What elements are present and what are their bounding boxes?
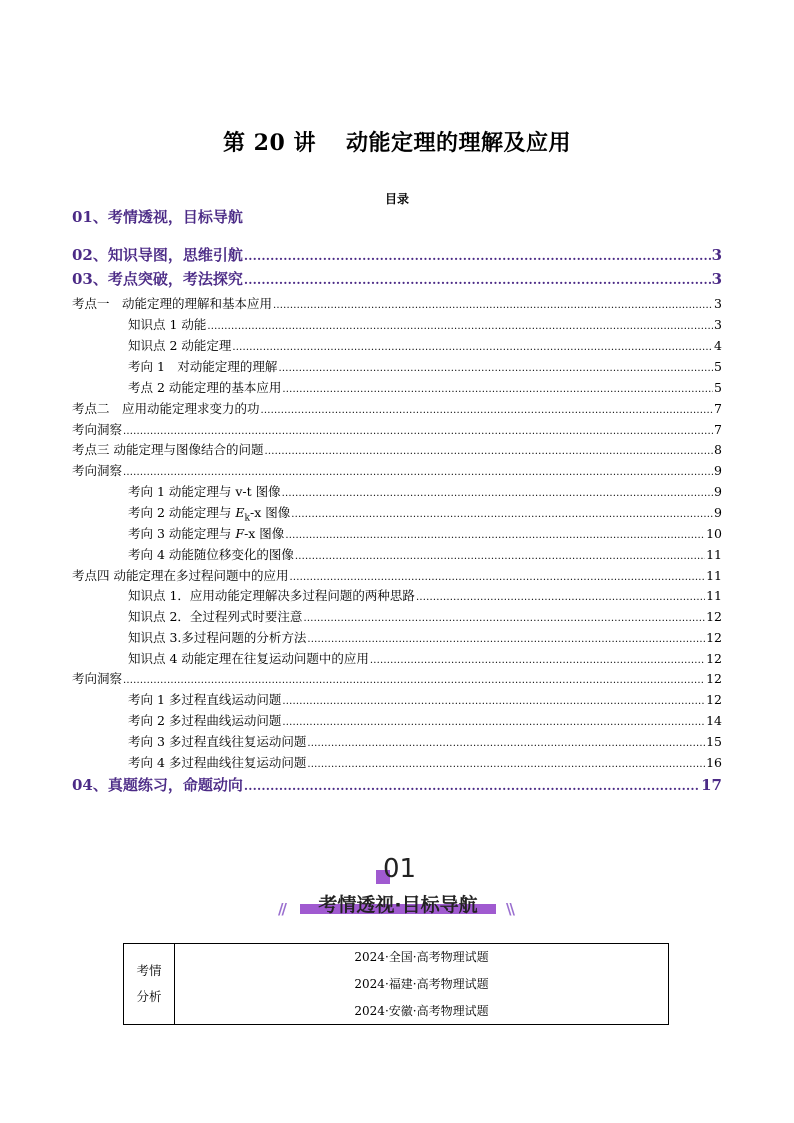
toc-page-number: 10 [706, 526, 722, 541]
toc-entry-text: 知识点 1 动能 [128, 317, 207, 332]
toc-entry[interactable] [72, 482, 722, 500]
toc-entry[interactable] [72, 711, 722, 729]
toc-page-number: 12 [706, 692, 722, 707]
leader-dots [282, 696, 705, 707]
toc-entry-text: 考向洞察 [72, 671, 123, 686]
leader-dots [123, 675, 705, 686]
toc-page-number: 14 [706, 713, 722, 728]
leader-dots [307, 738, 705, 749]
toc-entry-text: 知识点 3.多过程问题的分析方法 [128, 630, 307, 645]
toc-page-number: 9 [714, 505, 722, 520]
toc-entry-text: 知识点 2．全过程列式时要注意 [128, 609, 303, 624]
toc-entry-text: 04、真题练习，命题动向 [72, 776, 243, 794]
leader-dots [282, 488, 713, 499]
toc-entry[interactable] [72, 420, 722, 438]
lecture-number: 第 20 讲 [223, 130, 316, 156]
toc-entry[interactable] [72, 315, 722, 333]
toc-entry[interactable] [72, 378, 722, 396]
toc-page-number: 11 [706, 568, 722, 583]
toc-entry[interactable] [72, 566, 722, 584]
toc-entry-text: 考向 3 多过程直线往复运动问题 [128, 734, 307, 749]
leader-dots [278, 363, 713, 374]
section-banner [0, 856, 794, 926]
leader-dots [264, 446, 713, 457]
leader-dots [282, 717, 705, 728]
leader-dots [244, 249, 711, 263]
toc-entry-text: 考点 2 动能定理的基本应用 [128, 380, 282, 395]
toc-page-number: 15 [706, 734, 722, 749]
toc-entry-text: 知识点 4 动能定理在往复运动问题中的应用 [128, 651, 369, 666]
toc-page-number: 4 [714, 338, 722, 353]
leader-dots [307, 634, 705, 645]
analysis-label-line2: 分析 [136, 989, 162, 1004]
leader-dots [244, 273, 711, 287]
toc-entry-text: 考向 4 动能随位移变化的图像 [128, 547, 294, 562]
analysis-item: 2024·福建·高考物理试题 [354, 977, 489, 991]
toc-entry[interactable] [72, 244, 722, 265]
section-title: 考情透视·目标导航 [318, 894, 478, 916]
toc-entry[interactable] [72, 607, 722, 625]
toc-entry-text: 考向 1 动能定理与 v-t 图像 [128, 484, 281, 499]
toc-entry-text: 考向 3 动能定理与 F-x 图像 [128, 526, 285, 541]
leader-dots [291, 509, 713, 520]
toc-entry[interactable] [72, 753, 722, 771]
toc-page-number: 17 [701, 776, 722, 794]
leader-dots [416, 592, 705, 603]
toc-entry[interactable] [72, 336, 722, 354]
leader-dots [123, 426, 713, 437]
toc-entry[interactable] [72, 503, 722, 524]
toc-entry-text: 考向 2 动能定理与 $E_k-x$ 图像 [128, 505, 291, 524]
analysis-label-cell [124, 944, 175, 1024]
toc-page-number: 3 [714, 317, 722, 332]
toc-entry[interactable] [72, 669, 722, 687]
toc-entry[interactable] [72, 524, 722, 542]
leader-dots [285, 530, 705, 541]
toc-entry[interactable] [72, 399, 722, 417]
leader-dots [295, 551, 705, 562]
left-slash-decoration: // [278, 900, 285, 918]
right-slash-decoration: \\ [506, 900, 513, 918]
leader-dots [273, 300, 713, 311]
section-title-bar [300, 890, 496, 914]
analysis-content-cell [175, 944, 668, 1024]
toc-entry[interactable] [72, 268, 722, 289]
toc-page-number: 16 [706, 755, 722, 770]
toc-entry-text: 考点二 应用动能定理求变力的功 [72, 401, 260, 416]
lecture-topic: 动能定理的理解及应用 [345, 130, 571, 156]
analysis-label-line1: 考情 [136, 963, 162, 978]
toc-entry[interactable] [72, 690, 722, 708]
toc-page-number: 3 [714, 296, 722, 311]
leader-dots [207, 321, 713, 332]
analysis-item: 2024·安徽·高考物理试题 [354, 1004, 489, 1018]
toc-entry-text: 考向 4 多过程曲线往复运动问题 [128, 755, 307, 770]
toc-page-number: 12 [706, 671, 722, 686]
toc-heading: 目录 [384, 192, 409, 206]
toc-entry[interactable] [72, 440, 722, 458]
toc-entry-text: 考向 1 对动能定理的理解 [128, 359, 278, 374]
toc-page-number: 12 [706, 630, 722, 645]
toc-entry-text: 知识点 1．应用动能定理解决多过程问题的两种思路 [128, 588, 415, 603]
toc-entry-text: 01、考情透视，目标导航 [72, 208, 243, 226]
toc-page-number: 12 [706, 651, 722, 666]
leader-dots [232, 342, 713, 353]
toc-entry-text: 考点三 动能定理与图像结合的问题 [72, 442, 264, 457]
toc-page-number: 11 [706, 588, 722, 603]
toc-entry[interactable] [72, 294, 722, 312]
leader-dots [307, 759, 705, 770]
toc-entry-text: 知识点 2 动能定理 [128, 338, 232, 353]
leader-dots [303, 613, 705, 624]
analysis-item: 2024·全国·高考物理试题 [354, 950, 489, 964]
toc-page-number: 12 [706, 609, 722, 624]
toc-entry[interactable] [72, 649, 722, 667]
toc-page-number: 11 [706, 547, 722, 562]
toc-entry[interactable] [72, 586, 722, 604]
leader-dots [123, 467, 713, 478]
section-number: 01 [383, 854, 417, 884]
toc-entry-text: 03、考点突破，考法探究 [72, 270, 243, 288]
toc-page-number: 9 [714, 484, 722, 499]
toc-page-number: 7 [714, 401, 722, 416]
toc-page-number: 7 [714, 422, 722, 437]
toc-entry-text: 02、知识导图，思维引航 [72, 246, 243, 264]
toc-entry-text: 考点四 动能定理在多过程问题中的应用 [72, 568, 289, 583]
toc-entry-text: 考向 1 多过程直线运动问题 [128, 692, 282, 707]
exam-analysis-table [123, 943, 669, 1025]
toc-entry[interactable] [72, 628, 722, 646]
toc-entry[interactable] [72, 206, 722, 227]
toc-page-number: 3 [711, 246, 722, 264]
toc-entry[interactable] [72, 545, 722, 563]
leader-dots [244, 779, 700, 793]
leader-dots [261, 405, 714, 416]
toc-entry-text: 考向洞察 [72, 422, 123, 437]
toc-page-number: 8 [714, 442, 722, 457]
toc-page-number: 5 [714, 359, 722, 374]
toc-entry[interactable] [72, 774, 722, 795]
toc-entry-text: 考向洞察 [72, 463, 123, 478]
leader-dots [370, 655, 705, 666]
leader-dots [282, 384, 713, 395]
toc-entry-text: 考点一 动能定理的理解和基本应用 [72, 296, 273, 311]
toc-page-number: 9 [714, 463, 722, 478]
toc-entry[interactable] [72, 732, 722, 750]
toc-entry[interactable] [72, 357, 722, 375]
toc-entry[interactable] [72, 461, 722, 479]
leader-dots [289, 572, 705, 583]
page-title [0, 126, 794, 157]
toc-page-number: 5 [714, 380, 722, 395]
toc-entry-text: 考向 2 多过程曲线运动问题 [128, 713, 282, 728]
toc-page-number: 3 [711, 270, 722, 288]
